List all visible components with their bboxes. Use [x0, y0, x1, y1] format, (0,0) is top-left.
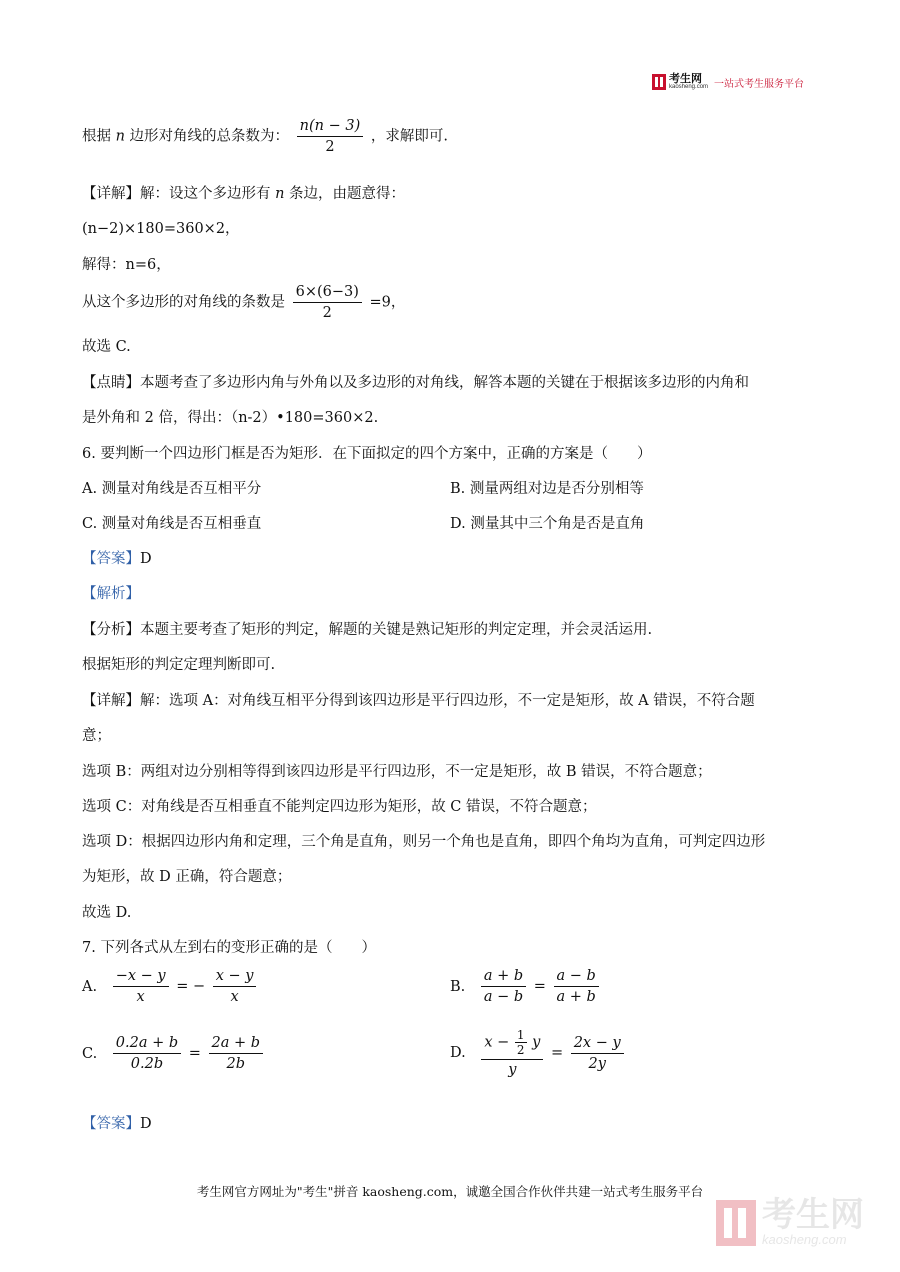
q6-option-b: B. 测量两组对边是否分别相等	[450, 481, 644, 497]
q7-option-a: A. $\frac{-x - y}{x}$ = − $\frac{x - y}{x}$	[82, 968, 259, 1005]
q6-conclusion: 故选 D.	[82, 905, 132, 921]
watermark-logo-icon	[716, 1200, 756, 1246]
kaosheng-logo-icon	[652, 74, 666, 90]
q7-option-b: B. $\frac{a + b}{a - b}$ = $\frac{a - b}{a + b}$	[450, 968, 602, 1005]
q6-option-a: A. 测量对角线是否互相平分	[82, 481, 262, 497]
prev-line-6: 故选 C.	[82, 339, 131, 355]
prev-line-1: 根据 n 边形对角线的总条数为： $\frac{n(n - 3)}{2}$ ，求解即可.	[82, 118, 448, 155]
prev-line-2: 【详解】解：设这个多边形有 n 条边，由题意得：	[82, 186, 406, 202]
q7-stem: 7. 下列各式从左到右的变形正确的是（ ）	[82, 940, 376, 956]
q6-stem: 6. 要判断一个四边形门框是否为矩形．在下面拟定的四个方案中，正确的方案是（ ）	[82, 446, 652, 462]
q6-option-d: D. 测量其中三个角是否是直角	[450, 516, 645, 532]
q7-answer: 【答案】D	[82, 1116, 152, 1132]
q6-fenxi: 【分析】本题主要考查了矩形的判定，解题的关键是熟记矩形的判定定理，并会灵活运用.	[82, 622, 653, 638]
prev-line-7: 【点睛】本题考查了多边形内角与外角以及多边形的对角线，解答本题的关键在于根据该多边形的内角和	[82, 375, 749, 391]
prev-line-4: 解得：n=6，	[82, 257, 171, 273]
q6-xiangjie-2: 选项 B：两组对边分别相等得到该四边形是平行四边形，不一定是矩形，故 B 错误，不符合题意；	[82, 764, 712, 780]
q6-xiangjie-1: 【详解】解：选项 A：对角线互相平分得到该四边形是平行四边形，不一定是矩形，故 A 错误，不符合题	[82, 693, 755, 709]
q6-xiangjie-1b: 意；	[82, 728, 111, 744]
prev-line-5: 从这个多边形的对角线的条数是 $\frac{6\times(6-3)}{2}$ =9，	[82, 284, 406, 321]
q6-answer: 【答案】D	[82, 551, 152, 567]
logo-name: 考生网	[669, 73, 702, 85]
q6-analysis-label: 【解析】	[82, 586, 140, 602]
q7-option-c: C. $\frac{0.2a + b}{0.2b}$ = $\frac{2a + b}{2b}$	[82, 1035, 266, 1072]
header-logo	[652, 74, 804, 90]
logo-url: kaosheng.com	[669, 84, 709, 90]
q6-option-c: C. 测量对角线是否互相垂直	[82, 516, 262, 532]
q6-xiangjie-4: 选项 D：根据四边形内角和定理，三个角是直角，则另一个角也是直角，即四个角均为直角，可判定四边形	[82, 834, 766, 850]
q6-xiangjie-3: 选项 C：对角线是否互相垂直不能判定四边形为矩形，故 C 错误，不符合题意；	[82, 799, 597, 815]
prev-line-8: 是外角和 2 倍，得出：（n-2）•180=360×2.	[82, 410, 379, 426]
watermark-url: kaosheng.com	[762, 1232, 847, 1247]
q6-xiangjie-4b: 为矩形，故 D 正确，符合题意；	[82, 869, 292, 885]
q6-fenxi-2: 根据矩形的判定定理判断即可.	[82, 657, 276, 673]
diagonal-count-formula: $\frac{6\times(6-3)}{2}$	[293, 284, 362, 321]
q7-option-d: D. x − $\frac{1}{2}$ y y = $\frac{2x - y}{2y}$	[450, 1028, 627, 1078]
diagonal-formula: $\frac{n(n - 3)}{2}$	[297, 118, 364, 155]
prev-line-3: (n−2)×180=360×2，	[82, 221, 240, 237]
footer-text: 考生网官方网址为"考生"拼音 kaosheng.com，诚邀全国合作伙伴共建一站式考生服务平台	[196, 1184, 704, 1199]
watermark	[716, 1198, 864, 1247]
logo-slogan: 一站式考生服务平台	[714, 78, 805, 90]
watermark-name: 考生网	[762, 1196, 864, 1234]
